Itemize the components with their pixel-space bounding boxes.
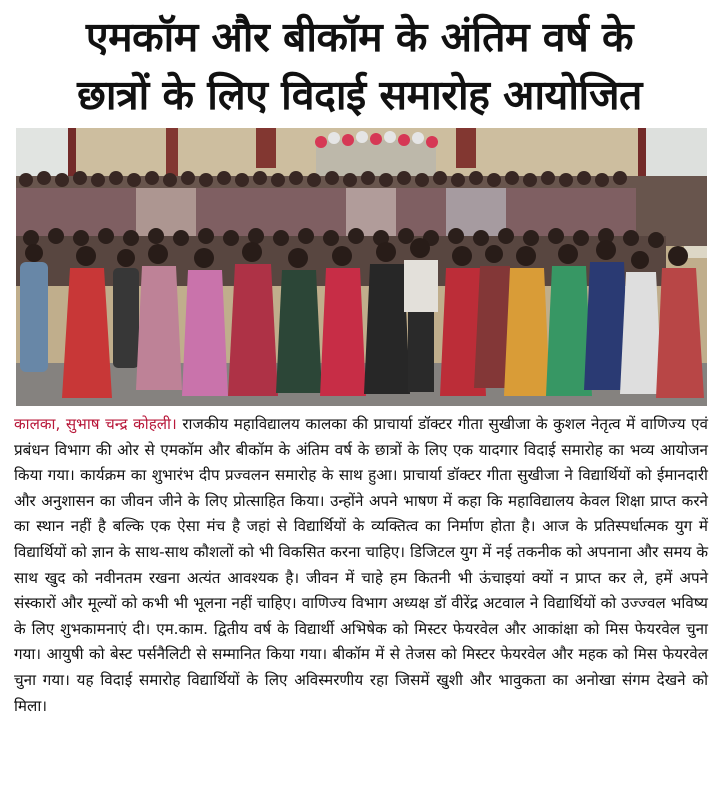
headline-line-1: एमकॉम और बीकॉम के अंतिम वर्ष के: [85, 13, 634, 61]
headline: [0, 0, 719, 128]
headline-line-2: छात्रों के लिए विदाई समारोह आयोजित: [77, 71, 642, 119]
article-text: राजकीय महाविद्यालय कालका की प्राचार्या डॉक्टर गीता सुखीजा के कुशल नेतृत्व में वाणिज्य एवं प्रबंधन विभाग की ओर से एमकॉम और बीकॉम के अंतिम वर्ष के छात्रों के लिए एक यादगार विदाई समारोह का भव्य आयोजन किया गया। कार्यक्रम का शुभारंभ दीप प्रज्वलन समारोह के साथ हुआ। प्राचार्या डॉक्टर गीता सुखीजा ने विद्यार्थियों को ईमानदारी और अनुशासन का जीवन जीने के लिए प्रोत्साहित किया। उन्होंने अपने भाषण में कहा कि महाविद्यालय केवल शिक्षा प्राप्त करने का स्थान नहीं है बल्कि एक ऐसा मंच है जहां से विद्यार्थियों के व्यक्तित्व का निर्माण होता है। आज के प्रतिस्पर्धात्मक युग में विद्यार्थियों को ज्ञान के साथ-साथ कौशलों को भी विकसित करना चाहिए। डिजिटल युग में नई तकनीक को अपनाना और समय के साथ खुद को नवीनतम रखना अत्यंत आवश्यक है। जीवन में चाहे हम कितनी भी ऊंचाइयां क्यों न प्राप्त कर ले, हमें अपने संस्कारों और मूल्यों को कभी भी भूलना नहीं चाहिए। वाणिज्य विभाग अध्यक्ष डॉ वीरेंद्र अटवाल ने विद्यार्थियों को उज्ज्वल भविष्य के लिए शुभकामनाएं दी। एम.काम. द्वितीय वर्ष के विद्यार्थी अभिषेक को मिस्टर फेयरवेल और आकांक्षा को मिस फेयरवेल चुना गया। आयुषी को बेस्ट पर्सनैलिटी से सम्मानित किया गया। बीकॉम में से तेजस को मिस्टर फेयरवेल और महक को मिस फेयरवेल चुना गया। यह विदाई समारोह विद्यार्थियों के लिए अविस्मरणीय रहा जिसमें खुशी और भावुकता का अनोखा संगम देखने को मिला।: [14, 415, 708, 715]
group-photo-illustration: [16, 128, 707, 406]
dateline: कालका, सुभाष चन्द्र कोहली।: [14, 415, 177, 433]
article-body: [14, 412, 708, 719]
group-photo-image: [16, 128, 707, 406]
